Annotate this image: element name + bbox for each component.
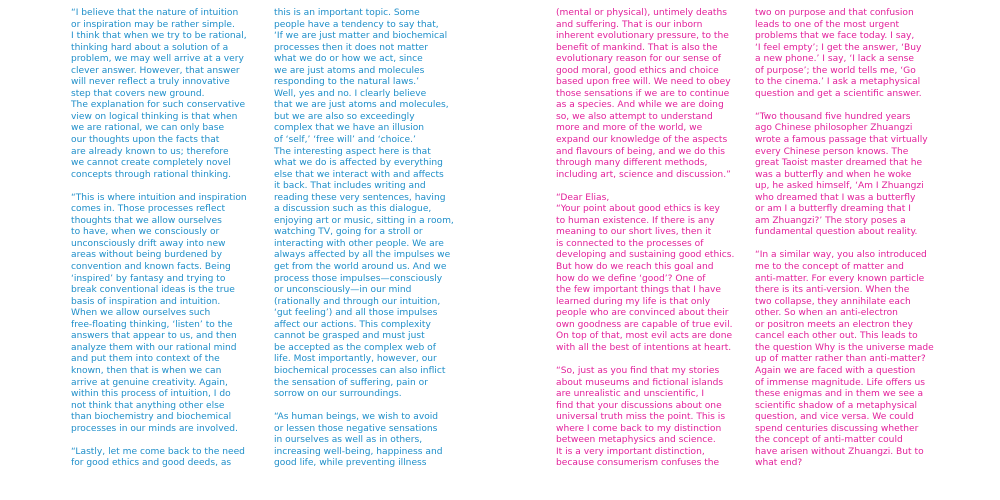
text-line: biochemical processes can also inflict xyxy=(274,365,446,376)
text-line: When we allow ourselves such xyxy=(71,308,211,319)
paragraph xyxy=(274,8,454,401)
text-line: concepts through rational thinking. xyxy=(71,169,232,180)
paragraph-spacer xyxy=(71,435,247,447)
text-line: The explanation for such conservative xyxy=(71,100,246,111)
text-column-3 xyxy=(556,8,734,470)
text-line: life. Most importantly, however, our xyxy=(274,354,437,365)
text-line: good life, while preventing illness xyxy=(274,458,427,469)
text-line: up of matter rather than anti-matter? xyxy=(755,354,926,365)
text-line: process those impulses—consciously xyxy=(274,273,443,284)
text-line: “Your point about good ethics is key xyxy=(556,204,720,215)
text-column-1 xyxy=(71,8,247,470)
text-line: or unconsciously—in our mind xyxy=(274,285,412,296)
text-line: are unrealistic and unscientific, I xyxy=(556,389,705,400)
text-line: what end? xyxy=(755,458,803,469)
text-line: to human existence. If there is any xyxy=(556,215,715,226)
text-line: and suffering. That is our inborn xyxy=(556,19,703,30)
text-line: convention and known facts. Being xyxy=(71,262,231,273)
text-line: “In a similar way, you also introduced xyxy=(755,250,927,261)
text-line: question and get a scientific answer. xyxy=(755,88,922,99)
text-line: thinking hard about a solution of a xyxy=(71,42,229,53)
text-line: wrote a famous passage that virtually xyxy=(755,135,928,146)
text-line: of immense magnitude. Life offers us xyxy=(755,377,926,388)
text-line: is connected to the processes of xyxy=(556,238,704,249)
text-line: else that we interact with and affects xyxy=(274,169,444,180)
text-line: people have a tendency to say that, xyxy=(274,19,439,30)
text-line: basis of inspiration and intuition. xyxy=(71,296,221,307)
text-line: we cannot create completely novel xyxy=(71,158,231,169)
text-line: (mental or physical), untimely deaths xyxy=(556,8,728,18)
text-line: interacting with other people. We are xyxy=(274,238,444,249)
text-line: the concept of anti-matter could xyxy=(755,435,903,446)
text-line: am Zhuangzi?’ The story poses a xyxy=(755,215,906,226)
text-line: not think that anything other else xyxy=(71,400,225,411)
text-line: ‘If we are just matter and biochemical xyxy=(274,31,448,42)
paragraph-spacer xyxy=(755,100,934,112)
paragraph xyxy=(71,447,247,470)
text-line: known, then that is when we can xyxy=(71,365,222,376)
text-line: me to the concept of matter and xyxy=(755,262,904,273)
text-line: more and more of the world, we xyxy=(556,123,703,134)
text-line: that we are just atoms and molecules, xyxy=(274,100,449,111)
text-line: or am I a butterfly dreaming that I xyxy=(755,204,911,215)
paragraph-spacer xyxy=(556,354,734,366)
text-line: to the cinema.’ I ask a metaphysical xyxy=(755,77,921,88)
text-line: inherent evolutionary pressure, to the xyxy=(556,31,729,42)
text-line: than biochemistry and biochemical xyxy=(71,412,232,423)
text-line: “This is where intuition and inspiration xyxy=(71,192,247,203)
text-line: “As human beings, we wish to avoid xyxy=(274,412,439,423)
text-line: analyze them with our rational mind xyxy=(71,342,237,353)
text-line: including art, science and discussion.” xyxy=(556,169,731,180)
paragraph xyxy=(755,8,934,100)
text-line: to have, when we consciously or xyxy=(71,227,220,238)
paragraph xyxy=(71,8,247,181)
paragraph-spacer xyxy=(274,401,454,413)
paragraph xyxy=(71,193,247,435)
text-line: ‘gut feeling’) and all those impulses xyxy=(274,308,438,319)
text-line: two collapse, they annihilate each xyxy=(755,296,911,307)
text-line: based upon free will. We need to obey xyxy=(556,77,731,88)
text-line: good moral, good ethics and choice xyxy=(556,65,719,76)
text-line: clever answer. However, that answer xyxy=(71,65,240,76)
text-line: problem, we may well arrive at a very xyxy=(71,54,244,65)
text-line: own goodness are capable of true evil. xyxy=(556,319,733,330)
text-line: “Lastly, let me come back to the need xyxy=(71,446,245,457)
text-line: meaning to our short lives, then it xyxy=(556,227,712,238)
text-line: for good ethics and good deeds, as xyxy=(71,458,232,469)
text-line: what we do is affected by everything xyxy=(274,158,443,169)
text-line: and flavours of being, and we do this xyxy=(556,146,725,157)
text-line: problems that we face today. I say, xyxy=(755,31,915,42)
text-line: there is its anti-version. When the xyxy=(755,285,910,296)
text-line: was a butterfly and when he woke xyxy=(755,169,912,180)
text-line: “Two thousand five hundred years xyxy=(755,111,911,122)
text-line: what we do or how we act, since xyxy=(274,54,423,65)
text-line: step that covers new ground. xyxy=(71,88,205,99)
text-line: a discussion such as this dialogue, xyxy=(274,204,432,215)
text-line: break conventional ideas is the true xyxy=(71,285,235,296)
text-column-4 xyxy=(755,8,934,470)
text-line: increasing well-being, happiness and xyxy=(274,446,443,457)
paragraph xyxy=(274,412,454,470)
text-line: or positron meets an electron they xyxy=(755,319,913,330)
text-line: scientific shadow of a metaphysical xyxy=(755,400,918,411)
text-line: or lessen those negative sensations xyxy=(274,423,438,434)
text-line: It is a very important distinction, xyxy=(556,446,705,457)
text-line: Again we are faced with a question xyxy=(755,365,916,376)
text-line: within this process of intuition, I do xyxy=(71,389,231,400)
text-line: thoughts that we allow ourselves xyxy=(71,215,222,226)
text-line: have arisen without Zhuangzi. But to xyxy=(755,446,924,457)
paragraph-spacer xyxy=(755,239,934,251)
text-line: watching TV, going for a stroll or xyxy=(274,227,423,238)
paragraph xyxy=(556,193,734,355)
text-line: it back. That includes writing and xyxy=(274,181,426,192)
text-line: this is an important topic. Some xyxy=(274,8,420,18)
text-line: ‘inspired’ by fantasy and trying to xyxy=(71,273,226,284)
text-line: the question Why is the universe made xyxy=(755,342,934,353)
text-line: universal truth miss the point. This is xyxy=(556,412,726,423)
text-line: free-floating thinking, ‘listen’ to the xyxy=(71,319,233,330)
text-line: every Chinese person knows. The xyxy=(755,146,909,157)
text-line: arrive at genuine creativity. Again, xyxy=(71,377,228,388)
text-line: areas without being burdened by xyxy=(71,250,222,261)
text-line: of purpose’; the world tells me, ‘Go xyxy=(755,65,916,76)
text-line: “I believe that the nature of intuition xyxy=(71,8,239,18)
text-line: we are rational, we can only base xyxy=(71,123,225,134)
text-line: those sensations if we are to continue xyxy=(556,88,730,99)
text-line: up, he asked himself, ‘Am I Zhuangzi xyxy=(755,181,924,192)
text-line: complex that we have an illusion xyxy=(274,123,425,134)
text-line: a new phone.’ I say, ‘I lack a sense xyxy=(755,54,914,65)
text-line: in ourselves as well as in others, xyxy=(274,435,423,446)
text-line: always affected by all the impulses we xyxy=(274,250,451,261)
text-line: leads to one of the most urgent xyxy=(755,19,900,30)
text-line: benefit of mankind. That is also the xyxy=(556,42,718,53)
text-line: cancel each other out. This leads to xyxy=(755,331,918,342)
text-line: processes then it does not matter xyxy=(274,42,428,53)
text-line: get from the world around us. And we xyxy=(274,262,447,273)
text-line: who dreamed that I was a butterfly xyxy=(755,192,916,203)
text-line: these enigmas and in them we see a xyxy=(755,389,924,400)
paragraph xyxy=(556,366,734,470)
text-line: about museums and fictional islands xyxy=(556,377,724,388)
text-line: But how do we reach this goal and xyxy=(556,262,714,273)
text-line: cannot be grasped and must just xyxy=(274,331,425,342)
paragraph-spacer xyxy=(71,181,247,193)
text-line: great Taoist master dreamed that he xyxy=(755,158,923,169)
text-line: between metaphysics and science. xyxy=(556,435,716,446)
text-line: fundamental question about reality. xyxy=(755,227,918,238)
text-line: (rationally and through our intuition, xyxy=(274,296,441,307)
text-line: expand our knowledge of the aspects xyxy=(556,135,728,146)
text-line: because consumerism confuses the xyxy=(556,458,720,469)
text-line: evolutionary reason for our sense of xyxy=(556,54,721,65)
text-line: comes in. Those processes reflect xyxy=(71,204,226,215)
text-line: the sensation of suffering, pain or xyxy=(274,377,428,388)
text-line: Well, yes and no. I clearly believe xyxy=(274,88,427,99)
text-line: developing and sustaining good ethics. xyxy=(556,250,735,261)
text-line: of ‘self,’ ‘free will’ and ‘choice.’ xyxy=(274,135,416,146)
paragraph-spacer xyxy=(556,181,734,193)
text-line: question, and vice versa. We could xyxy=(755,412,914,423)
text-line: anti-matter. For every known particle xyxy=(755,273,925,284)
text-line: the few important things that I have xyxy=(556,285,722,296)
text-line: view on logical thinking is that when xyxy=(71,111,238,122)
text-line: The interesting aspect here is that xyxy=(274,146,431,157)
text-line: learned during my life is that only xyxy=(556,296,711,307)
text-line: “Dear Elias, xyxy=(556,192,610,203)
paragraph xyxy=(556,8,734,181)
text-line: On top of that, most evil acts are done xyxy=(556,331,733,342)
text-line: will never reflect a truly innovative xyxy=(71,77,230,88)
text-line: or inspiration may be rather simple. xyxy=(71,19,235,30)
text-line: where I come back to my distinction xyxy=(556,423,722,434)
text-line: ‘I feel empty’; I get the answer, ‘Buy xyxy=(755,42,922,53)
text-line: sorrow on our surroundings. xyxy=(274,389,402,400)
text-line: answers that appear to us, and then xyxy=(71,331,237,342)
text-line: through many different methods, xyxy=(556,158,708,169)
text-line: but we are also so exceedingly xyxy=(274,111,415,122)
text-line: “So, just as you find that my stories xyxy=(556,365,720,376)
text-line: with all the best of intentions at heart. xyxy=(556,342,732,353)
text-line: people who are convinced about their xyxy=(556,308,729,319)
text-line: two on purpose and that confusion xyxy=(755,8,914,18)
text-line: ago Chinese philosopher Zhuangzi xyxy=(755,123,913,134)
text-line: other. So when an anti-electron xyxy=(755,308,898,319)
text-line: be accepted as the complex web of xyxy=(274,342,436,353)
text-line: as a species. And while we are doing xyxy=(556,100,724,111)
text-line: our thoughts upon the facts that xyxy=(71,135,220,146)
text-line: spend centuries discussing whether xyxy=(755,423,919,434)
text-line: unconsciously drift away into new xyxy=(71,238,226,249)
paragraph xyxy=(755,250,934,469)
text-line: affect our actions. This complexity xyxy=(274,319,431,330)
text-line: I think that when we try to be rational, xyxy=(71,31,247,42)
text-line: so, we also attempt to understand xyxy=(556,111,713,122)
text-line: enjoying art or music, sitting in a room, xyxy=(274,215,454,226)
text-line: are already known to us; therefore xyxy=(71,146,229,157)
text-line: we are just atoms and molecules xyxy=(274,65,425,76)
text-line: how do we define ‘good’? One of xyxy=(556,273,706,284)
paragraph xyxy=(755,112,934,239)
text-line: find that your discussions about one xyxy=(556,400,722,411)
text-line: processes in our minds are involved. xyxy=(71,423,238,434)
text-line: reading these very sentences, having xyxy=(274,192,446,203)
text-column-2 xyxy=(274,8,454,470)
text-line: and put them into context of the xyxy=(71,354,220,365)
text-line: responding to the natural laws.’ xyxy=(274,77,419,88)
